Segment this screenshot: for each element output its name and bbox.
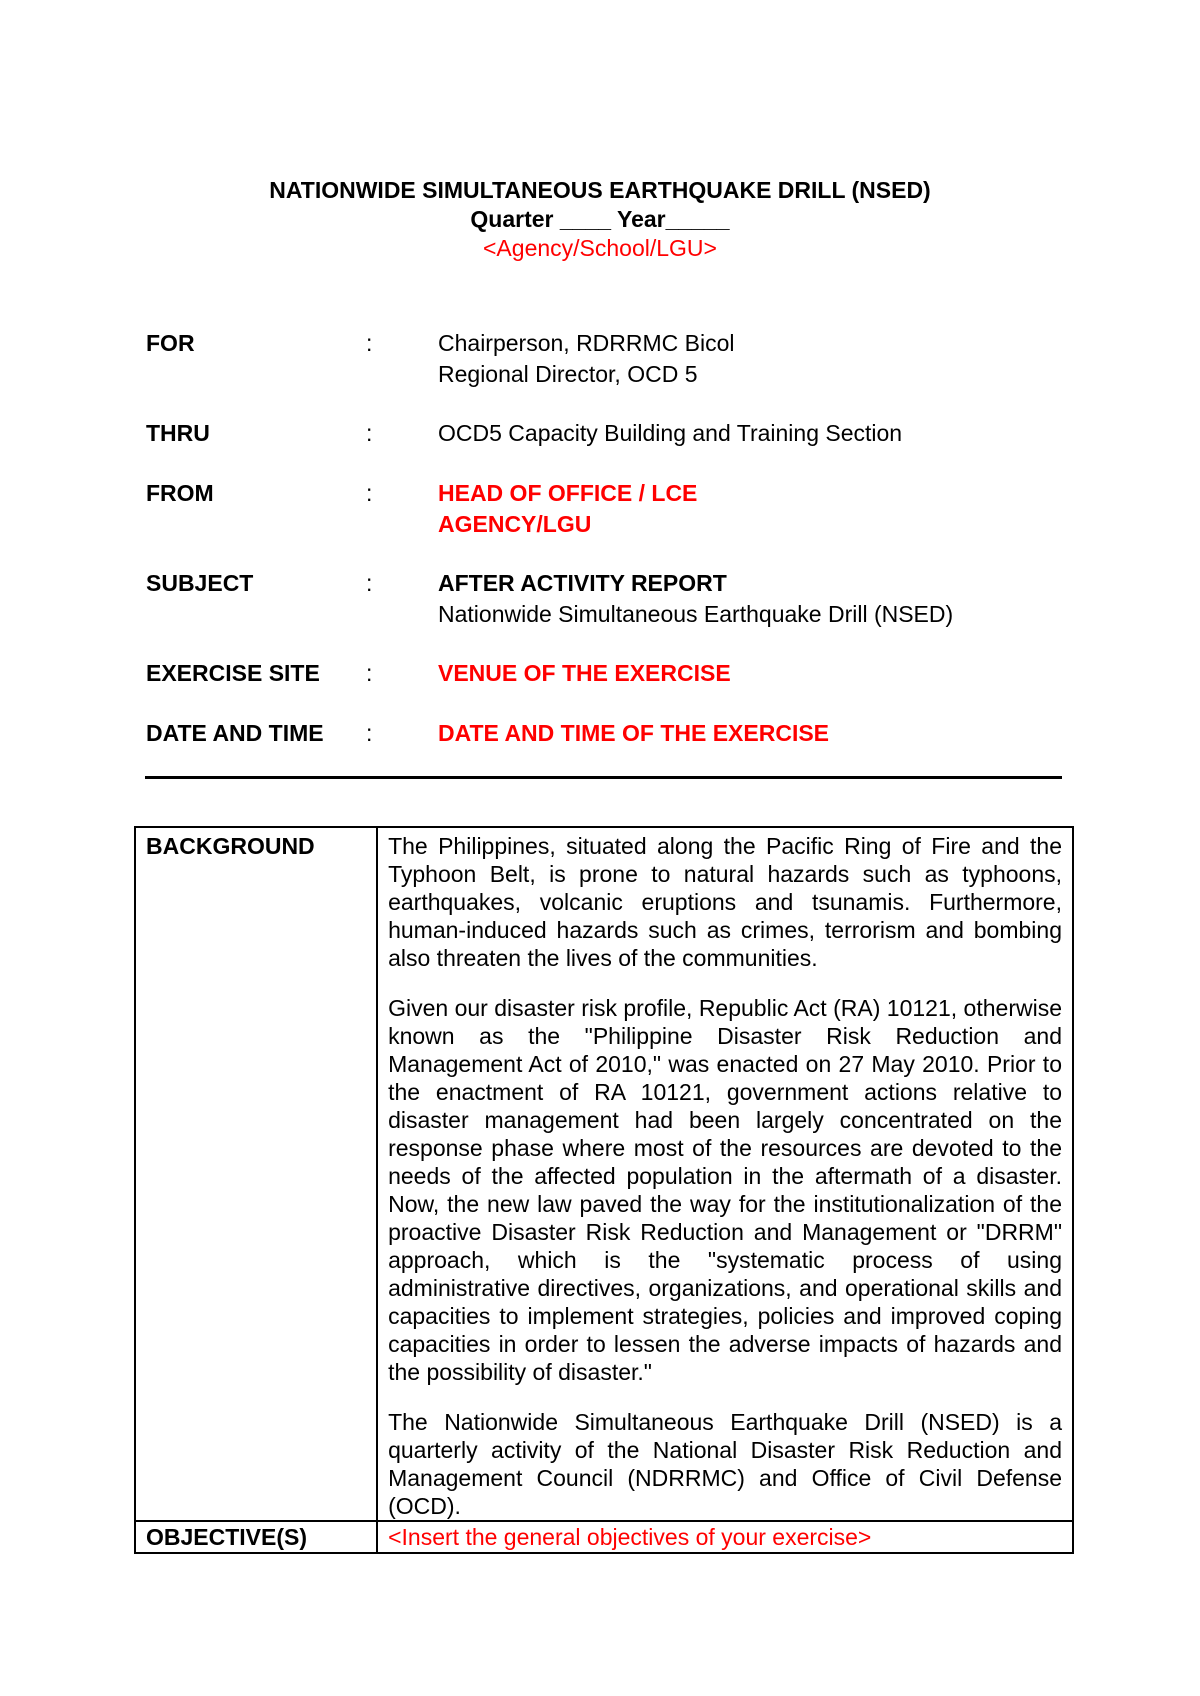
agency-placeholder: <Agency/School/LGU>: [483, 235, 717, 261]
memo-thru-line-1: OCD5 Capacity Building and Training Section: [438, 420, 903, 446]
memo-colon: :: [366, 660, 373, 686]
memo-label-for: FOR: [146, 330, 195, 356]
table-row-background: [135, 827, 1073, 1521]
memo-for-line-1: Chairperson, RDRRMC Bicol: [438, 330, 735, 356]
memo-colon: :: [366, 330, 373, 356]
memo-colon: :: [366, 720, 373, 746]
horizontal-divider: [145, 776, 1062, 779]
table-row-objectives: [135, 1521, 1073, 1553]
background-paragraph-2: Given our disaster risk profile, Republic Act (RA) 10121, otherwise known as the "Philippine Disaster Risk Reduction and Management Act of 2010," was enacted on 27 May 2010. Prior to the enactment of RA 10121, government actions relative to disaster management had been largely concentrated on the response phase where most of the resources are devoted to the needs of the affected population in the aftermath of a disaster. Now, the new law paved the way for the institutionalization of the proactive Disaster Risk Reduction and Management or "DRRM" approach, which is the "systematic process of using administrative directives, organizations, and operational skills and capacities to implement strategies, policies and improved coping capacities in order to lessen the adverse impacts of hazards and the possibility of disaster.": [388, 995, 1062, 1385]
report-table: [134, 826, 1074, 1554]
memo-datetime-line-1: DATE AND TIME OF THE EXERCISE: [438, 720, 830, 746]
memo-value-thru: [438, 418, 1058, 449]
memo-subject-line-2: Nationwide Simultaneous Earthquake Drill (NSED): [438, 601, 954, 627]
background-paragraph-1: The Philippines, situated along the Pacific Ring of Fire and the Typhoon Belt, is prone to natural hazards such as typhoons, earthquakes, volcanic eruptions and tsunamis. Furthermore, human-induced hazards such as crimes, terrorism and bombing also threaten the lives of the communities.: [388, 833, 1062, 971]
memo-label-from: FROM: [146, 480, 214, 506]
memo-value-from: [438, 478, 1058, 540]
memo-label-datetime: DATE AND TIME: [146, 720, 324, 746]
memo-from-line-1: HEAD OF OFFICE / LCE: [438, 480, 698, 506]
title-block: [0, 176, 1200, 263]
memo-value-subject: [438, 568, 1058, 630]
quarter-year-line: Quarter ____ Year_____: [470, 206, 730, 232]
memo-colon: :: [366, 420, 373, 446]
background-label: BACKGROUND: [135, 827, 377, 1521]
memo-value-site: [438, 658, 1058, 689]
memo-subject-line-1: AFTER ACTIVITY REPORT: [438, 570, 727, 596]
memo-value-for: [438, 328, 1058, 390]
memo-label-subject: SUBJECT: [146, 570, 254, 596]
memo-value-datetime: [438, 718, 1058, 749]
memo-for-line-2: Regional Director, OCD 5: [438, 361, 698, 387]
memo-site-line-1: VENUE OF THE EXERCISE: [438, 660, 731, 686]
objectives-label: OBJECTIVE(S): [135, 1521, 377, 1553]
memo-from-line-2: AGENCY/LGU: [438, 511, 592, 537]
memo-colon: :: [366, 480, 373, 506]
objectives-placeholder[interactable]: <Insert the general objectives of your exercise>: [377, 1521, 1073, 1553]
background-content: [377, 827, 1073, 1521]
document-title: NATIONWIDE SIMULTANEOUS EARTHQUAKE DRILL (NSED): [269, 177, 931, 203]
memo-colon: :: [366, 570, 373, 596]
memo-label-thru: THRU: [146, 420, 210, 446]
memo-label-site: EXERCISE SITE: [146, 660, 320, 686]
background-paragraph-3: The Nationwide Simultaneous Earthquake Drill (NSED) is a quarterly activity of the National Disaster Risk Reduction and Management Council (NDRRMC) and Office of Civil Defense (OCD).: [388, 1409, 1062, 1519]
